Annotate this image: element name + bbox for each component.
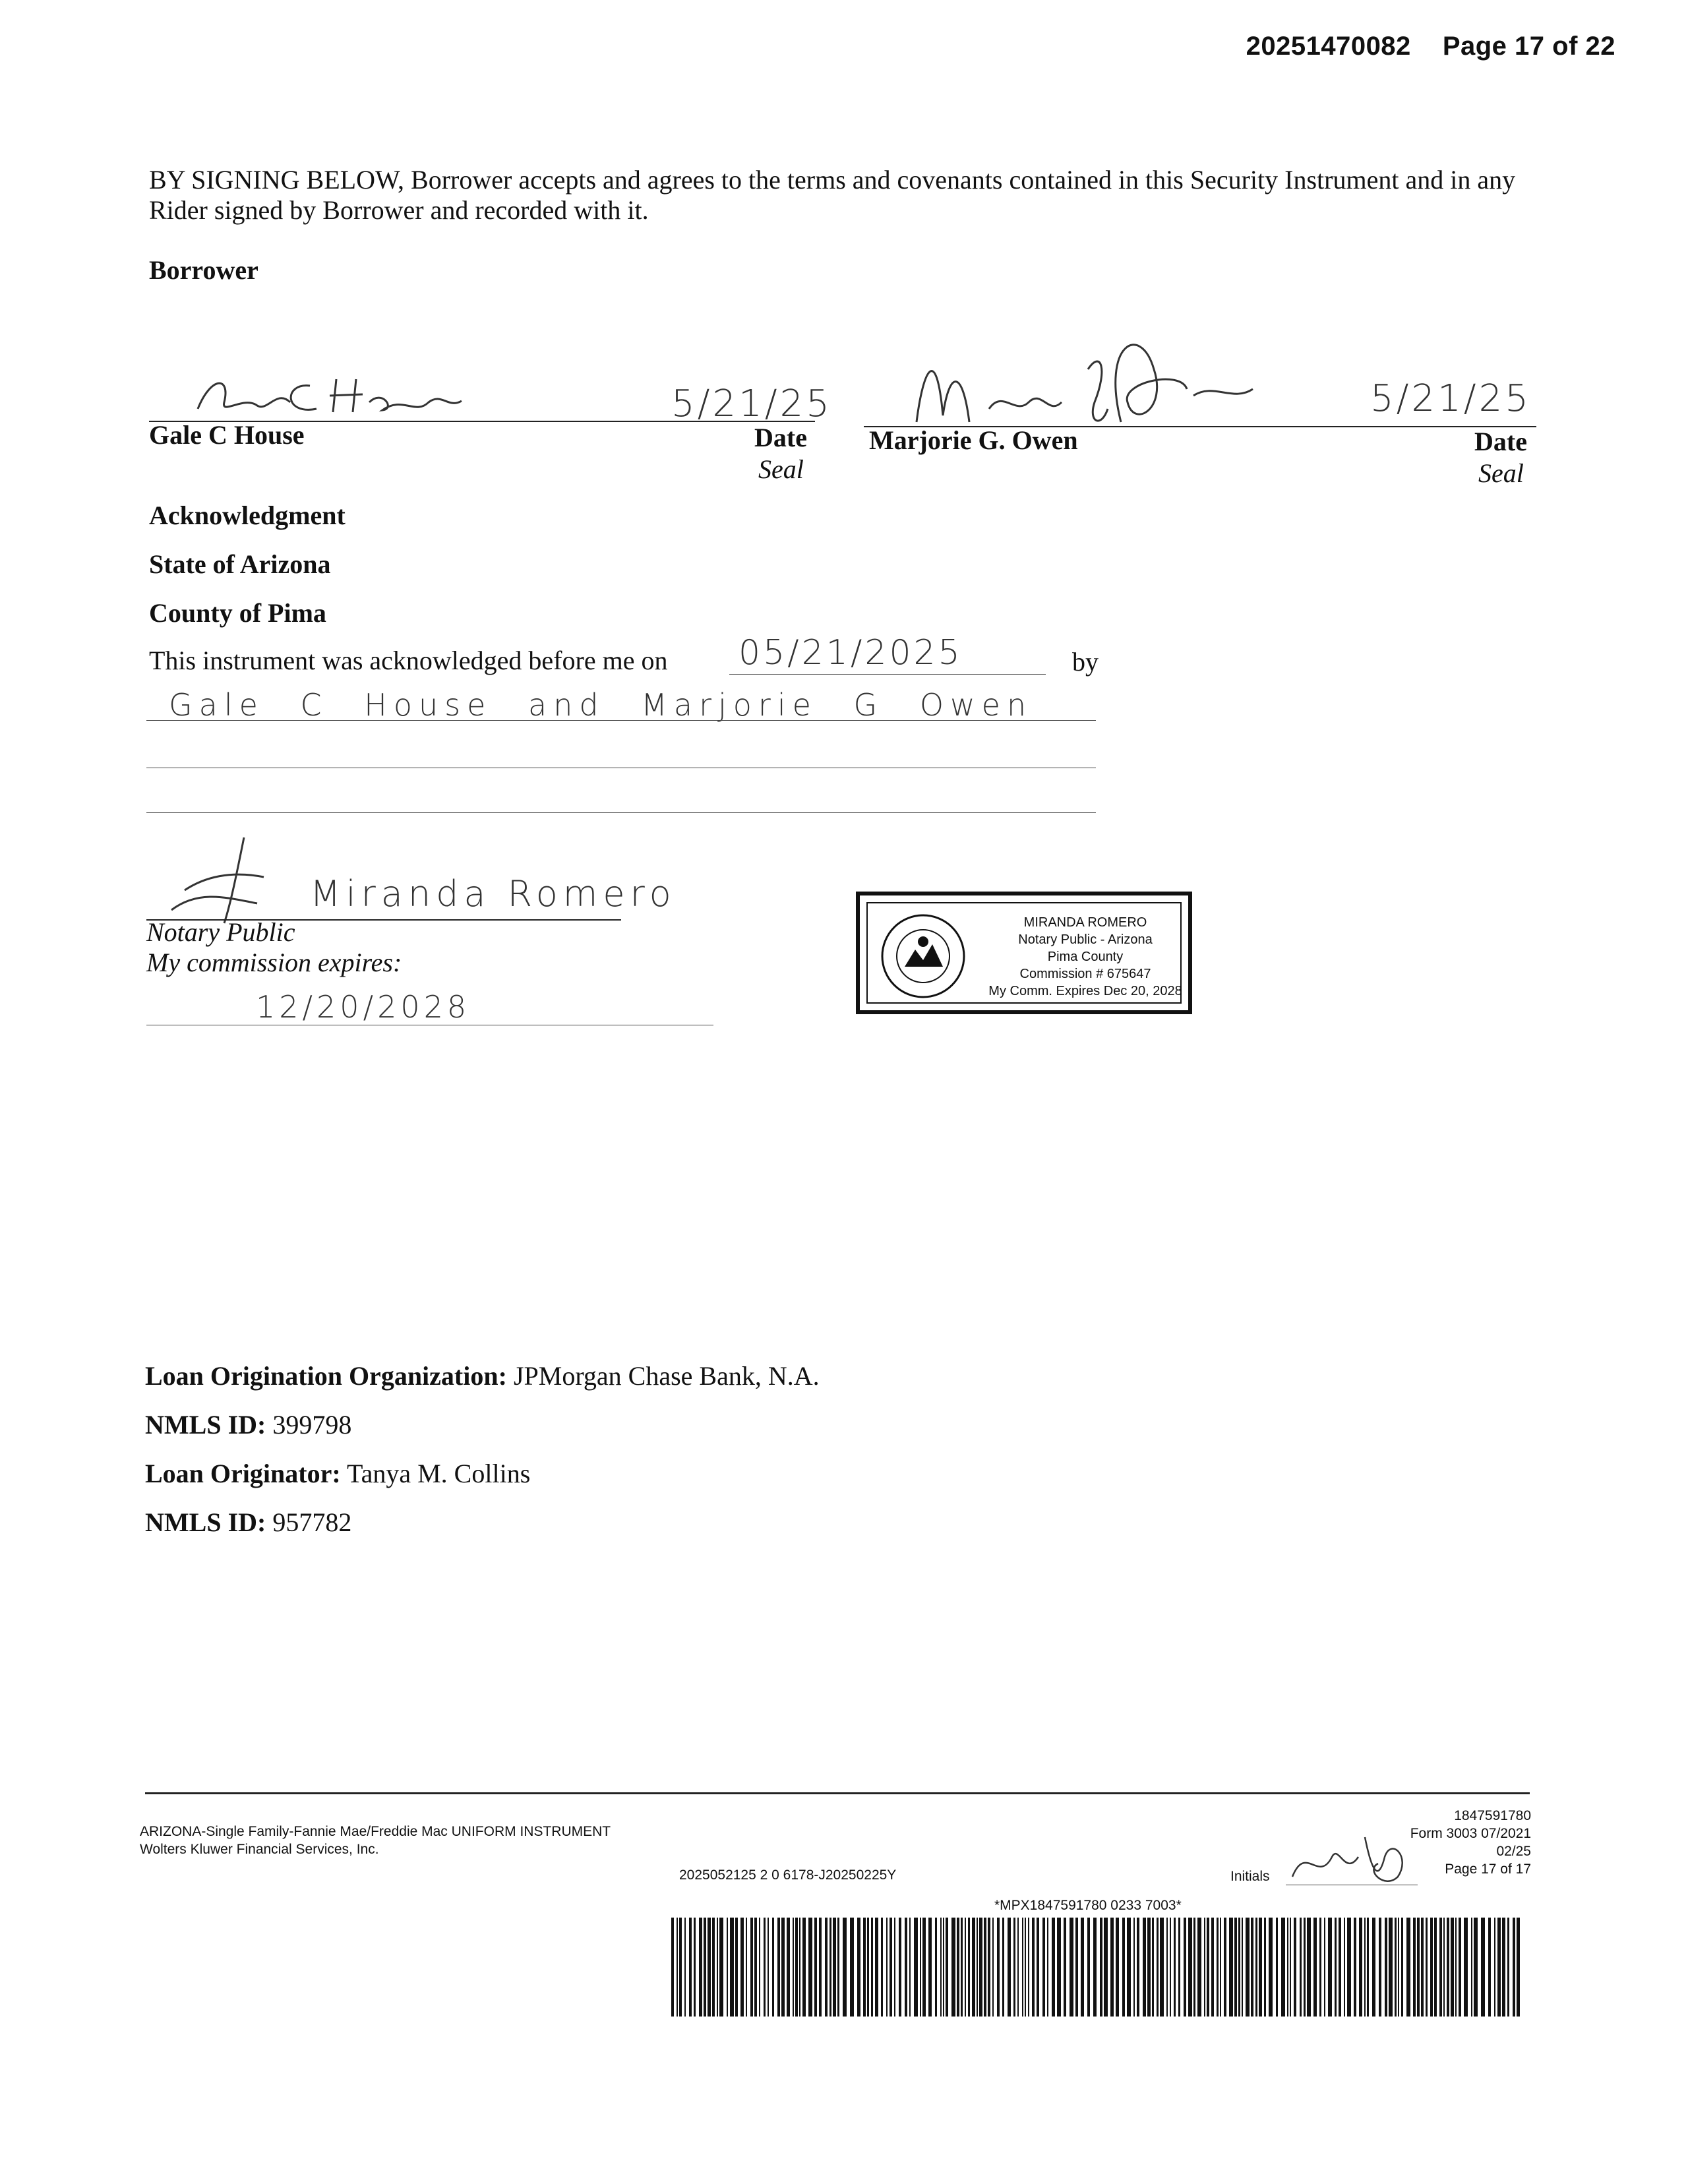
barcode-bar [984, 1918, 986, 2017]
notary-stamp-text [980, 914, 1191, 1000]
barcode-bar [814, 1918, 817, 2017]
barcode-bar [694, 1918, 696, 2017]
loan-org-value: JPMorgan Chase Bank, N.A. [513, 1361, 820, 1391]
loan-org-label: Loan Origination Organization: [145, 1361, 507, 1391]
borrower-1-seal-label: Seal [758, 454, 804, 484]
barcode-bar [1455, 1918, 1457, 2017]
barcode-bar [1127, 1918, 1131, 2017]
revision: 02/25 [1496, 1844, 1531, 1859]
barcode-bar [1143, 1918, 1146, 2017]
barcode-bar [1166, 1918, 1168, 2017]
document-number: 20251470082 [1246, 32, 1411, 61]
barcode-bar [1075, 1918, 1078, 2017]
barcode-bar [1017, 1918, 1019, 2017]
barcode-bar [1255, 1918, 1257, 2017]
page-header [1246, 32, 1615, 61]
borrower-2-seal-label: Seal [1478, 458, 1524, 488]
barcode-bar [992, 1918, 994, 2017]
barcode-bar [787, 1918, 790, 2017]
barcode-bar [719, 1918, 723, 2017]
notary-signature-text: Miranda Romero [310, 873, 677, 915]
barcode-bar [1281, 1918, 1285, 2017]
barcode-bar [1264, 1918, 1266, 2017]
barcode-bar [727, 1918, 728, 2017]
barcode-bar [1122, 1918, 1125, 2017]
barcode-bar [1217, 1918, 1219, 2017]
barcode-bar [1287, 1918, 1288, 2017]
barcode-bar [1517, 1918, 1520, 2017]
stamp-expires: My Comm. Expires Dec 20, 2028 [988, 984, 1182, 998]
barcode-bar [1193, 1918, 1195, 2017]
barcode-bar [1459, 1918, 1461, 2017]
barcode-bar [1385, 1918, 1387, 2017]
barcode-bar [825, 1918, 828, 2017]
barcode-bar [1364, 1918, 1366, 2017]
barcode-bar [867, 1918, 869, 2017]
notary-handwritten-expiry: 12/20/2028 [256, 989, 471, 1025]
barcode-bar [1037, 1918, 1039, 2017]
barcode-bar [777, 1918, 780, 2017]
barcode-bar [684, 1918, 686, 2017]
barcode-bar [1032, 1918, 1035, 2017]
stamp-county: Pima County [1047, 950, 1124, 964]
nmls-label-1: NMLS ID: [145, 1410, 266, 1440]
barcode-bar [857, 1918, 860, 2017]
barcode-bar [914, 1918, 918, 2017]
barcode-bar [1100, 1918, 1102, 2017]
barcode-bar [671, 1918, 674, 2017]
barcode-bar [1057, 1918, 1061, 2017]
barcode-bar [1513, 1918, 1515, 2017]
barcode-bar [886, 1918, 888, 2017]
stamp-commission: Commission # 675647 [1019, 967, 1151, 981]
barcode-bar [764, 1918, 766, 2017]
borrower-signature-1 [185, 369, 475, 422]
barcode-bar [1238, 1918, 1240, 2017]
acknowledgment-text: This instrument was acknowledged before me on [149, 646, 668, 675]
barcode-bar [961, 1918, 963, 2017]
state-seal-icon [877, 910, 969, 1002]
borrower-heading: Borrower [149, 255, 258, 285]
form-title: ARIZONA-Single Family-Fannie Mae/Freddie Mac UNIFORM INSTRUMENT [140, 1824, 611, 1839]
notary-stamp [856, 892, 1192, 1014]
barcode-bar [768, 1918, 769, 2017]
footer-rule [145, 1792, 1530, 1794]
loan-originator-label: Loan Originator: [145, 1459, 341, 1488]
barcode-bar [837, 1918, 839, 2017]
barcode-bar [1389, 1918, 1393, 2017]
barcode-bar [899, 1918, 901, 2017]
barcode-bar [997, 1918, 1000, 2017]
ack-name-line-3 [146, 812, 1096, 813]
barcode-bar [699, 1918, 702, 2017]
state-label: State of Arizona [149, 549, 331, 579]
barcode-bar [1421, 1918, 1424, 2017]
nmls-row-2 [145, 1498, 820, 1547]
stamp-name: MIRANDA ROMERO [1023, 915, 1147, 930]
barcode-bar [1188, 1918, 1192, 2017]
nmls-label-2: NMLS ID: [145, 1507, 266, 1537]
barcode-bar [754, 1918, 757, 2017]
barcode-bar [833, 1918, 836, 2017]
barcode-bar [940, 1918, 942, 2017]
barcode-bar [704, 1918, 706, 2017]
barcode-text: *MPX1847591780 0233 7003* [994, 1898, 1182, 1913]
barcode-bar [1093, 1918, 1097, 2017]
barcode-bar [1224, 1918, 1226, 2017]
barcode-bar [1008, 1918, 1011, 2017]
barcode-bar [1494, 1918, 1495, 2017]
nmls-row-1 [145, 1401, 820, 1449]
barcode-bar [1064, 1918, 1066, 2017]
barcode-bar [1481, 1918, 1485, 2017]
barcode-bar [717, 1918, 718, 2017]
barcode-bar [1170, 1918, 1171, 2017]
loan-info [145, 1352, 820, 1547]
barcode-bar [1229, 1918, 1233, 2017]
barcode-bar [1052, 1918, 1055, 2017]
barcode-bar [712, 1918, 715, 2017]
barcode-bar [1313, 1918, 1317, 2017]
barcode-bar [965, 1918, 966, 2017]
barcode-bar [730, 1918, 734, 2017]
barcode-bar [1174, 1918, 1176, 2017]
publisher: Wolters Kluwer Financial Services, Inc. [140, 1842, 379, 1857]
initials-label: Initials [1230, 1869, 1270, 1884]
barcode-bar [1022, 1918, 1023, 2017]
barcode-bar [1178, 1918, 1180, 2017]
barcode-bar [1367, 1918, 1369, 2017]
barcode-bar [1430, 1918, 1433, 2017]
barcode-bar [1443, 1918, 1445, 2017]
barcode-bar [677, 1918, 678, 2017]
county-label: County of Pima [149, 598, 326, 628]
acknowledgment-heading: Acknowledgment [149, 501, 346, 530]
barcode-bar [957, 1918, 959, 2017]
barcode-bar [1116, 1918, 1119, 2017]
barcode-bar [1354, 1918, 1356, 2017]
barcode-bar [1211, 1918, 1214, 2017]
barcode-bar [1307, 1918, 1311, 2017]
borrower-1-name: Gale C House [149, 420, 305, 450]
barcode-bar [1204, 1918, 1205, 2017]
barcode-bar [1294, 1918, 1296, 2017]
barcode-bar [1398, 1918, 1399, 2017]
footer-left [140, 1823, 611, 1858]
barcode-bar [843, 1918, 847, 2017]
page-number: Page 17 of 22 [1442, 32, 1615, 61]
barcode-bar [689, 1918, 692, 2017]
initials-signature [1286, 1831, 1418, 1890]
barcode-bar [1464, 1918, 1468, 2017]
barcode-bar [799, 1918, 800, 2017]
barcode-bar [1013, 1918, 1015, 2017]
barcode-bar [850, 1918, 854, 2017]
borrower-1-handwritten-date: 5/21/25 [671, 382, 832, 425]
barcode-bar [1324, 1918, 1325, 2017]
form-number: Form 3003 07/2021 [1410, 1826, 1531, 1841]
barcode-bar [1290, 1918, 1291, 2017]
barcode-bar [1328, 1918, 1332, 2017]
borrower-2-handwritten-date: 5/21/25 [1370, 377, 1531, 420]
initials-scribble [1286, 1831, 1418, 1890]
barcode-bar [1269, 1918, 1273, 2017]
barcode-bar [1276, 1918, 1278, 2017]
ack-name-line-1 [146, 720, 1096, 721]
barcode-bar [863, 1918, 866, 2017]
loan-origination-row [145, 1352, 820, 1401]
barcode-bar [829, 1918, 831, 2017]
barcode-bar [1497, 1918, 1501, 2017]
barcode-bar [1359, 1918, 1362, 2017]
barcode-bar [1104, 1918, 1108, 2017]
barcode-bar [881, 1918, 883, 2017]
barcode-bar [1147, 1918, 1151, 2017]
barcode-bar [735, 1918, 738, 2017]
acknowledgment-handwritten-date: 05/21/2025 [738, 633, 963, 673]
notary-commission-label: My commission expires: [146, 948, 402, 977]
barcode-bar [802, 1918, 806, 2017]
barcode-bar [946, 1918, 948, 2017]
barcode-bar [1401, 1918, 1403, 2017]
barcode-bar [920, 1918, 921, 2017]
barcode-bar [759, 1918, 760, 2017]
barcode-bar [1251, 1918, 1253, 2017]
barcode-bar [988, 1918, 990, 2017]
barcode-bar [1439, 1918, 1442, 2017]
barcode-bar [1488, 1918, 1491, 2017]
tracking-code: 2025052125 2 0 6178-J20250225Y [679, 1867, 897, 1883]
barcode-bar [979, 1918, 982, 2017]
barcode-bar [1047, 1918, 1048, 2017]
barcode-bar [1426, 1918, 1428, 2017]
barcode-bar [1335, 1918, 1337, 2017]
barcode-bar [1417, 1918, 1420, 2017]
barcode-bar [1133, 1918, 1135, 2017]
barcode-bar [1025, 1918, 1026, 2017]
acknowledgment-handwritten-names: Gale C House and Marjorie G Owen [169, 687, 1033, 723]
barcode-bar [889, 1918, 892, 2017]
barcode-bar [795, 1918, 798, 2017]
barcode-bar [1502, 1918, 1505, 2017]
barcode-bar [977, 1918, 978, 2017]
barcode-bar [1160, 1918, 1164, 2017]
borrower-2-date-label: Date [1474, 427, 1527, 456]
barcode-bar [1379, 1918, 1381, 2017]
barcode-bar [1157, 1918, 1159, 2017]
barcode-bar [909, 1918, 911, 2017]
barcode-bar [905, 1918, 907, 2017]
nmls-value-1: 399798 [272, 1410, 352, 1440]
barcode-bar [679, 1918, 682, 2017]
barcode-bar [746, 1918, 747, 2017]
barcode-bar [781, 1918, 785, 2017]
barcode-bar [875, 1918, 878, 2017]
barcode-bar [1347, 1918, 1351, 2017]
barcode-bar [1197, 1918, 1201, 2017]
barcode-bar [1242, 1918, 1243, 2017]
barcode-bar [1507, 1918, 1509, 2017]
barcode-bar [871, 1918, 873, 2017]
barcode-bar [951, 1918, 955, 2017]
intro-paragraph: BY SIGNING BELOW, Borrower accepts and agrees to the terms and covenants contained in this Security Instrument and in any Rider signed by Borrower and recorded with it. [149, 165, 1516, 225]
barcode-bar [1137, 1918, 1139, 2017]
barcode-bar [1152, 1918, 1154, 2017]
barcode-bar [928, 1918, 932, 2017]
barcode-bar [1300, 1918, 1302, 2017]
nmls-value-2: 957782 [272, 1507, 352, 1537]
footer-right [1410, 1807, 1531, 1878]
barcode-bar [808, 1918, 812, 2017]
barcode-bar [1339, 1918, 1341, 2017]
barcode-bar [1234, 1918, 1237, 2017]
barcode-bar [922, 1918, 926, 2017]
barcode-bar [1434, 1918, 1437, 2017]
barcode-bar [1471, 1918, 1472, 2017]
barcode-bar [1395, 1918, 1397, 2017]
barcode-bar [1002, 1918, 1004, 2017]
barcode-bar [972, 1918, 975, 2017]
acknowledgment-by: by [1072, 647, 1099, 677]
loan-originator-value: Tanya M. Collins [346, 1459, 531, 1488]
barcode-bar [750, 1918, 753, 2017]
borrower-2-name: Marjorie G. Owen [869, 425, 1078, 455]
page-info: Page 17 of 17 [1445, 1862, 1531, 1877]
barcode-bar [1406, 1918, 1410, 2017]
ack-date-line [729, 674, 1046, 675]
barcode-bar [1344, 1918, 1345, 2017]
barcode-bar [1184, 1918, 1186, 2017]
barcode-bar [1304, 1918, 1306, 2017]
barcode-bar [935, 1918, 937, 2017]
barcode-bar [1110, 1918, 1114, 2017]
signature-scribble-gale [185, 369, 475, 422]
barcode-bar [1447, 1918, 1449, 2017]
barcode-bar [1220, 1918, 1221, 2017]
barcode-bar [1042, 1918, 1045, 2017]
barcode-bar [740, 1918, 744, 2017]
stamp-title: Notary Public - Arizona [1018, 932, 1153, 947]
barcode-bar [968, 1918, 970, 2017]
barcode-bar [1207, 1918, 1209, 2017]
notary-stamp-border [866, 902, 1182, 1004]
barcode-bar [772, 1918, 774, 2017]
barcode-bar [1259, 1918, 1262, 2017]
loan-originator-row [145, 1449, 820, 1498]
barcode [671, 1918, 1528, 2017]
barcode-bar [1372, 1918, 1375, 2017]
barcode-bar [894, 1918, 895, 2017]
barcode-bar [943, 1918, 944, 2017]
barcode-bar [793, 1918, 794, 2017]
borrower-1-date-label: Date [754, 423, 807, 452]
barcode-bar [1246, 1918, 1250, 2017]
barcode-bar [819, 1918, 822, 2017]
notary-title: Notary Public [146, 917, 295, 947]
barcode-bar [1451, 1918, 1454, 2017]
loan-number: 1847591780 [1454, 1808, 1531, 1823]
barcode-bar [1070, 1918, 1073, 2017]
barcode-bar [1413, 1918, 1416, 2017]
barcode-bar [1028, 1918, 1029, 2017]
barcode-bar [1474, 1918, 1478, 2017]
barcode-bar [1087, 1918, 1090, 2017]
barcode-bar [708, 1918, 711, 2017]
barcode-bar [1081, 1918, 1084, 2017]
barcode-bar [1319, 1918, 1321, 2017]
